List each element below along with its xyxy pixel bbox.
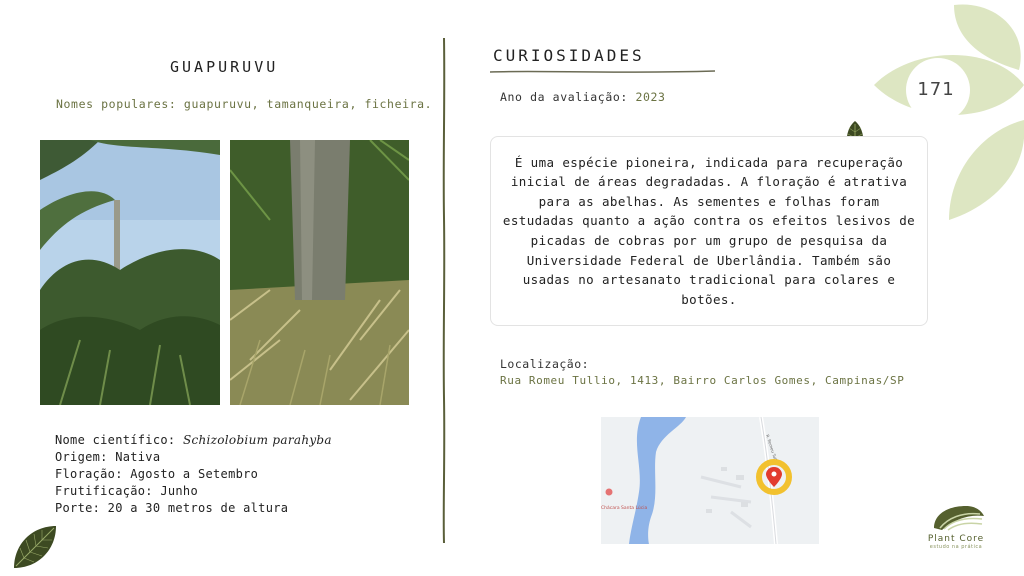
popular-names-label: Nomes populares: [56,97,177,111]
popular-names-value: guapuruvu, tamanqueira, ficheira. [183,97,433,111]
location-address: Rua Romeu Tullio, 1413, Bairro Carlos Gomes, Campinas/SP [500,374,905,387]
plant-core-logo [918,502,994,552]
popular-names [56,97,432,111]
evaluation-year-label: Ano da avaliação: [500,90,628,104]
tree-photo [40,140,220,405]
map-place-marker [606,489,613,496]
location-map[interactable] [601,417,819,544]
flowering: Floração: Agosto a Setembro [55,467,259,481]
size: Porte: 20 a 30 metros de altura [55,501,289,515]
scientific-name-label: Nome científico: [55,433,176,447]
plant-name: GUAPURUVU [170,58,279,76]
logo-name: Plant Core [927,534,985,544]
origin: Origem: Nativa [55,450,161,464]
scientific-name [55,432,332,449]
column-divider [440,38,448,543]
map-road-label: R. Romeu Tullio [765,433,780,465]
title-underline [490,68,715,76]
curiosities-title: CURIOSIDADES [493,46,645,65]
map-place-label: Chácara Santa Lúcia [601,506,648,511]
curiosities-text: É uma espécie pioneira, indicada para recuperação inicial de áreas degradadas. A floração é atrativa para as abelhas. As sementes e folhas foram estudadas quanto a ação contra os efeitos lesivos de picadas de cobras por um grupo de pesquisa da Universidade Federal de Uberlândia. Também são usadas no artesanato tradicional para colares e botões. [502,154,916,307]
curiosities-box [490,136,928,326]
logo-leaf-icon [928,502,984,532]
fruiting: Frutificação: Junho [55,484,198,498]
evaluation-year [500,90,666,104]
plant-facts [55,432,332,517]
trunk-photo [230,140,409,405]
leaf-icon-bottom-left [10,522,60,572]
scientific-name-value: Schizolobium parahyba [182,433,332,447]
page-number: 171 [917,79,955,100]
location-label: Localização: [500,357,590,371]
evaluation-year-value: 2023 [635,90,666,104]
logo-tagline: estudo na prática [929,544,983,550]
